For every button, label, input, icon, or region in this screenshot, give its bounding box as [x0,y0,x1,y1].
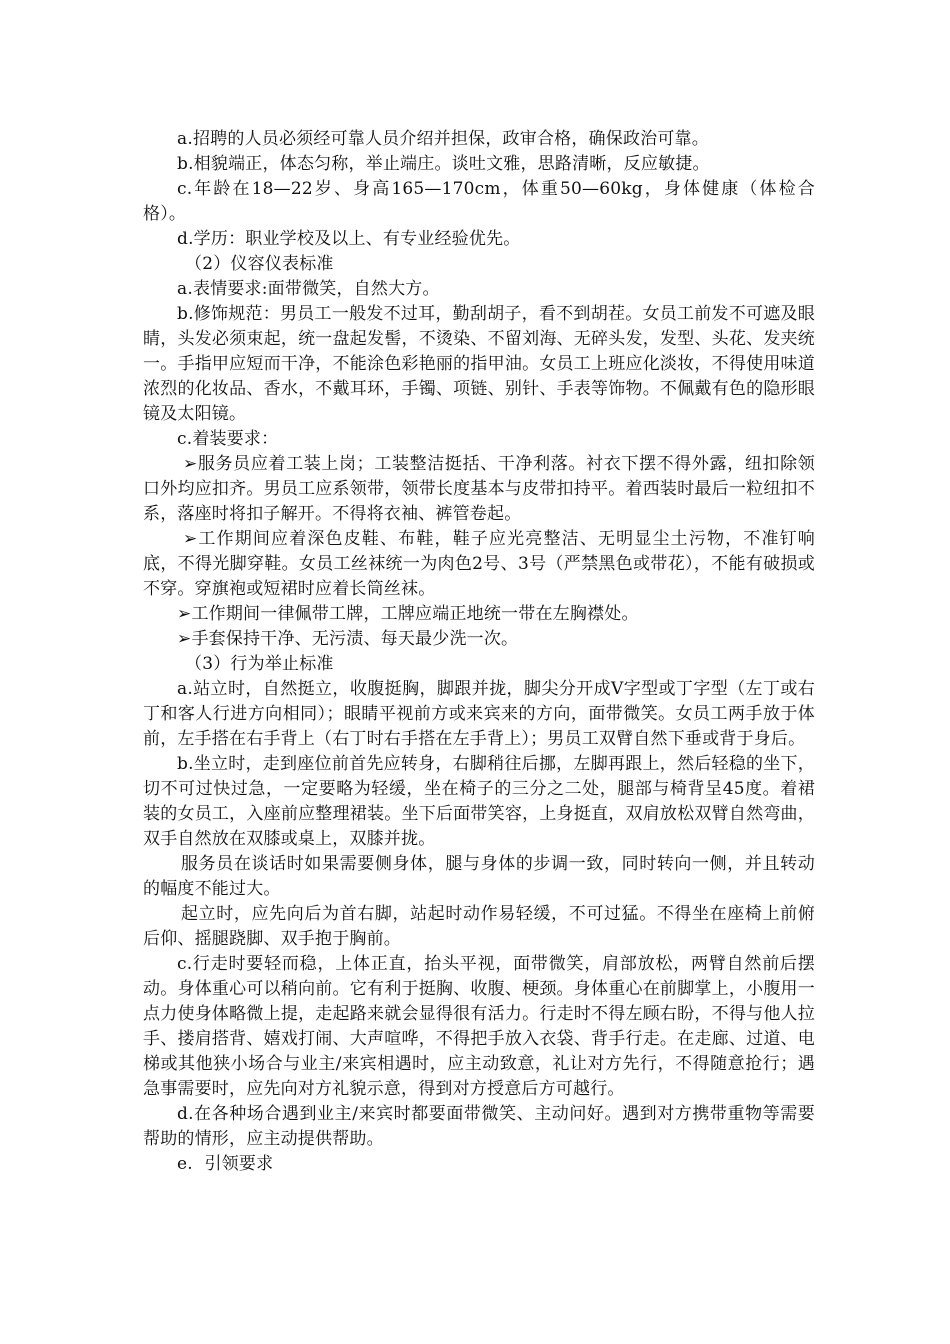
paragraph-behavior-side: 服务员在谈话时如果需要侧身体，腿与身体的步调一致，同时转向一侧，并且转动的幅度不能过大。 [143,854,815,899]
paragraph-behavior-b: b.坐立时，走到座位前首先应转身，右脚稍往后挪，左脚再跟上，然后轻稳的坐下，切不可过快过急，一定要略为轻缓，坐在椅子的三分之二处，腿部与椅背呈45度。着裙装的女员工，入座前应整理裙装。坐下后面带笑容，上身挺直，双肩放松双臂自然弯曲，双手自然放在双膝或桌上，双膝并拢。 [143,754,815,849]
paragraph-recruit-b: b.相貌端正，体态匀称，举止端庄。谈吐文雅，思路清晰，反应敏捷。 [177,154,710,174]
paragraph-appearance-b: b.修饰规范：男员工一般发不过耳，勤刮胡子，看不到胡茬。女员工前发不可遮及眼睛，头发必须束起，统一盘起发髻，不烫染、不留刘海、无碎头发，发型、头花、发夹统一。手指甲应短而干净，不能涂色彩艳丽的指甲油。女员工上班应化淡妆，不得使用味道浓烈的化妆品、香水，不戴耳环，手镯、项链、别针、手表等饰物。不佩戴有色的隐形眼镜及太阳镜。 [143,304,815,424]
bullet-gloves: ➢手套保持干净、无污渍、每天最少洗一次。 [177,629,519,649]
paragraph-recruit-a: a.招聘的人员必须经可靠人员介绍并担保，政审合格，确保政治可靠。 [177,129,709,149]
paragraph-behavior-stand-up: 起立时，应先向后为首右脚，站起时动作易轻缓，不可过猛。不得坐在座椅上前俯后仰、摇腿跷脚、双手抱于胸前。 [143,904,815,949]
paragraph-behavior-c: c.行走时要轻而稳，上体正直，抬头平视，面带微笑，肩部放松，两臂自然前后摆动。身体重心可以稍向前。它有利于挺胸、收腹、梗颈。身体重心在前脚掌上，小腹用一点力使身体略微上提，走起路来就会显得很有活力。行走时不得左顾右盼，不得与他人拉手、搂肩搭背、嬉戏打闹、大声喧哗，不得把手放入衣袋、背手行走。在走廊、过道、电梯或其他狭小场合与业主/来宾相遇时，应主动致意，礼让对方先行，不得随意抢行；遇急事需要时，应先向对方礼貌示意，得到对方授意后方可越行。 [143,954,815,1099]
paragraph-behavior-d: d.在各种场合遇到业主/来宾时都要面带微笑、主动问好。遇到对方携带重物等需要帮助的情形，应主动提供帮助。 [143,1104,815,1149]
bullet-shoes: ➢工作期间应着深色皮鞋、布鞋，鞋子应光亮整洁、无明显尘土污物，不准钉响底，不得光脚穿鞋。女员工丝袜统一为肉色2号、3号（严禁黑色或带花），不能有破损或不穿。穿旗袍或短裙时应着长筒丝袜。 [143,529,815,599]
section-heading-appearance: （2）仪容仪表标准 [185,254,334,274]
paragraph-behavior-a: a.站立时，自然挺立，收腹挺胸，脚跟并拢，脚尖分开成V字型或丁字型（左丁或右丁和客人行进方向相同）；眼睛平视前方或来宾来的方向，面带微笑。女员工两手放于体前，左手搭在右手背上（右丁时右手搭在左手背上）；男员工双臂自然下垂或背于身后。 [143,679,815,749]
bullet-uniform: ➢服务员应着工装上岗；工装整洁挺括、干净利落。衬衣下摆不得外露，纽扣除领口外均应扣齐。男员工应系领带，领带长度基本与皮带扣持平。着西装时最后一粒纽扣不系，落座时将扣子解开。不得将衣袖、裤管卷起。 [143,454,815,524]
section-heading-behavior: （3）行为举止标准 [185,654,334,674]
paragraph-recruit-d: d.学历：职业学校及以上、有专业经验优先。 [177,229,521,249]
paragraph-appearance-a: a.表情要求:面带微笑，自然大方。 [177,279,440,299]
paragraph-appearance-c: c.着装要求： [177,429,279,449]
bullet-badge: ➢工作期间一律佩带工牌，工牌应端正地统一带在左胸襟处。 [177,604,639,624]
document-page [143,127,815,1177]
paragraph-behavior-e: e. 引领要求 [177,1154,274,1174]
paragraph-recruit-c: c.年龄在18—22岁、身高165—170cm，体重50—60kg，身体健康（体检合格）。 [143,179,815,224]
